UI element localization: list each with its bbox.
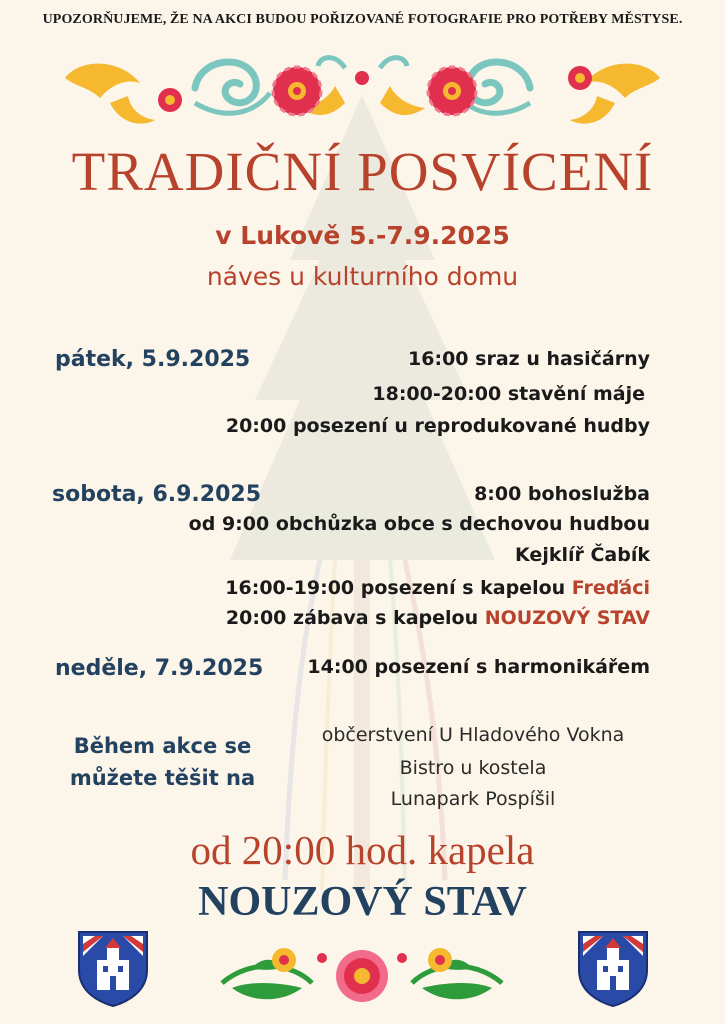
schedule-item: Kejklíř Čabík — [515, 544, 650, 566]
refreshment-item: Bistro u kostela — [399, 757, 547, 779]
schedule-item — [226, 607, 650, 629]
refreshment-item: občerstvení U Hladového Vokna — [321, 724, 625, 746]
folk-flower-ornament-bottom — [212, 938, 512, 1018]
schedule-item-text: 20:00 zábava s kapelou — [225, 607, 485, 629]
band-name-headline: NOUZOVÝ STAV — [198, 879, 527, 925]
schedule-item: od 9:00 obchůzka obce s dechovou hudbou — [188, 513, 650, 535]
photo-notice: UPOZORŇUJEME, ŽE NA AKCI BUDOU POŘIZOVANÉ FOTOGRAFIE PRO POTŘEBY MĚSTYSE. — [42, 12, 683, 27]
coat-of-arms-icon — [577, 930, 649, 1008]
during-event-heading — [55, 730, 270, 794]
day-saturday: sobota, 6.9.2025 — [52, 482, 262, 507]
schedule-item: 8:00 bohoslužba — [474, 483, 650, 505]
folk-flower-ornament-top — [0, 48, 725, 138]
day-friday: pátek, 5.9.2025 — [55, 347, 251, 372]
day-sunday: neděle, 7.9.2025 — [55, 656, 264, 681]
coat-of-arms-icon — [77, 930, 149, 1008]
event-title: TRADIČNÍ POSVÍCENÍ — [71, 141, 654, 202]
band-name: Freďáci — [571, 577, 650, 599]
schedule-item-text: 16:00-19:00 posezení s kapelou — [225, 577, 572, 599]
schedule-item: 16:00 sraz u hasičárny — [408, 348, 650, 370]
refreshment-item: Lunapark Pospíšil — [390, 788, 556, 810]
schedule-item: 20:00 posezení u reprodukované hudby — [225, 415, 650, 437]
schedule-item: 18:00-20:00 stavění máje — [372, 383, 645, 405]
schedule-item — [225, 577, 650, 599]
event-subtitle: v Lukově 5.-7.9.2025 — [215, 221, 510, 250]
band-headline: od 20:00 hod. kapela — [190, 827, 535, 873]
schedule-item: 14:00 posezení s harmonikářem — [307, 656, 650, 678]
band-name: NOUZOVÝ STAV — [484, 607, 650, 629]
during-line-1: Během akce se — [73, 734, 252, 758]
event-place: náves u kulturního domu — [206, 262, 519, 291]
during-line-2: můžete těšit na — [69, 766, 256, 790]
